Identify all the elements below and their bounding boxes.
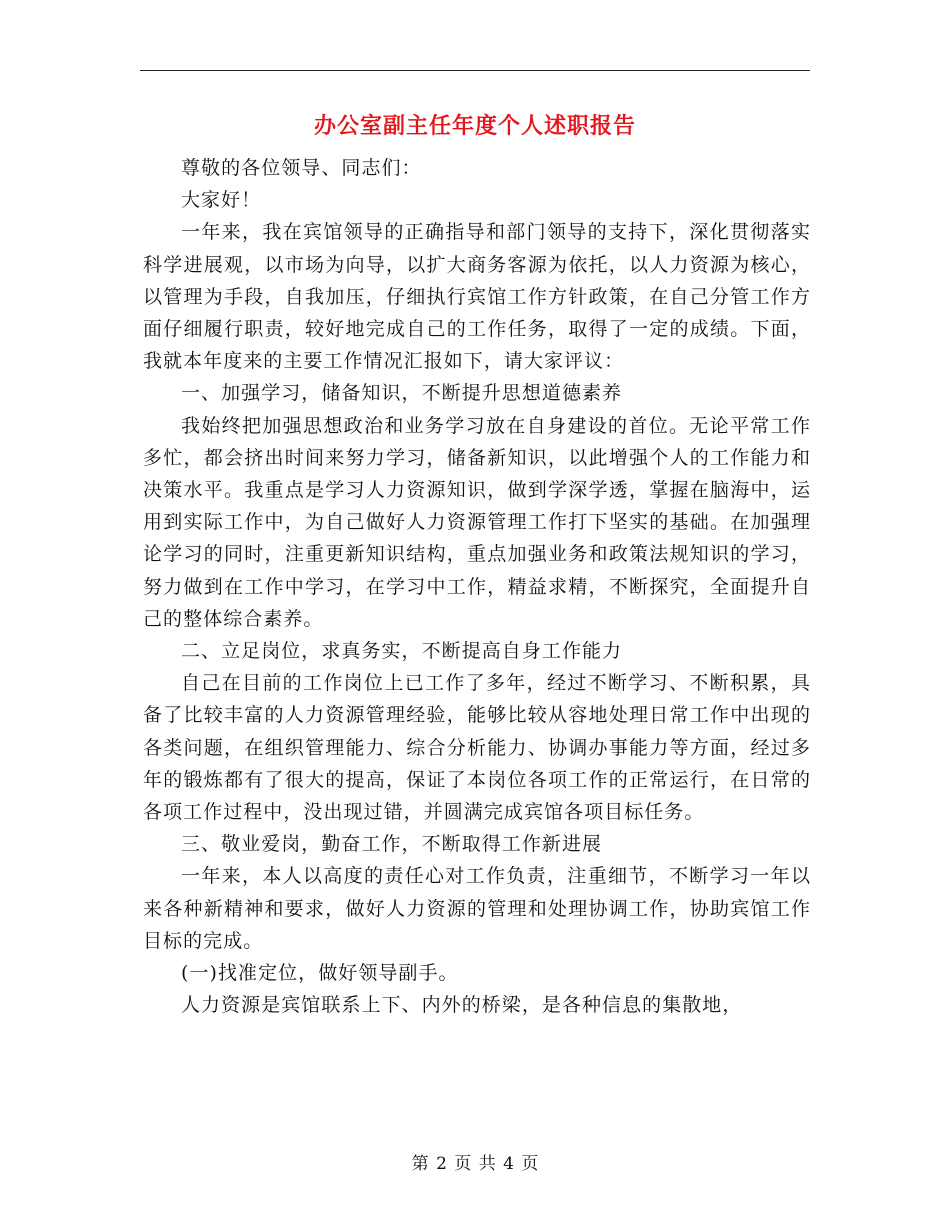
section-paragraph-1: 我始终把加强思想政治和业务学习放在自身建设的首位。无论平常工作多忙，都会挤出时间来努力学习，储备新知识，以此增强个人的工作能力和决策水平。我重点是学习人力资源知识，做到学深学透，掌握在脑海中，运用到实际工作中，为自己做好人力资源管理工作打下坚实的基础。在加强理论学习的同时，注重更新知识结构，重点加强业务和政策法规知识的学习，努力做到在工作中学习，在学习中工作，精益求精，不断探究，全面提升自己的整体综合素养。 <box>143 414 811 630</box>
greeting: 大家好！ <box>181 189 262 212</box>
salutation: 尊敬的各位领导、同志们： <box>181 157 422 179</box>
section-paragraph-2: 自己在目前的工作岗位上已工作了多年，经过不断学习、不断积累，具备了比较丰富的人力资源管理经验，能够比较从容地处理日常工作中出现的各类问题，在组织管理能力、综合分析能力、协调办事能力等方面，经过多年的锻炼都有了很大的提高，保证了本岗位各项工作的正常运行，在日常的各项工作过程中，没出现过错，并圆满完成宾馆各项目标任务。 <box>143 672 811 824</box>
section-paragraph-3: 一年来，本人以高度的责任心对工作负责，注重细节，不断学习一年以来各种新精神和要求，做好人力资源的管理和处理协调工作，协助宾馆工作目标的完成。 <box>143 865 811 952</box>
document-body <box>143 152 811 1021</box>
document-title: 办公室副主任年度个人述职报告 <box>313 113 636 139</box>
section-heading-3: 三、敬业爱岗，勤奋工作，不断取得工作新进展 <box>181 833 603 856</box>
header-rule <box>140 70 810 71</box>
section-heading-2: 二、立足岗位，求真务实，不断提高自身工作能力 <box>181 640 623 663</box>
subsection-heading-1: (一)找准定位，做好领导副手。 <box>181 962 459 985</box>
section-heading-1: 一、加强学习，储备知识，不断提升思想道德素养 <box>181 382 623 405</box>
page-footer: 第 2 页 共 4 页 <box>411 1154 539 1174</box>
intro-paragraph: 一年来，我在宾馆领导的正确指导和部门领导的支持下，深化贯彻落实科学进展观，以市场为向导，以扩大商务客源为依托，以人力资源为核心，以管理为手段，自我加压，仔细执行宾馆工作方针政策，在自己分管工作方面仔细履行职责，较好地完成自己的工作任务，取得了一定的成绩。下面，我就本年度来的主要工作情况汇报如下，请大家评议： <box>143 221 811 373</box>
subsection-paragraph-1: 人力资源是宾馆联系上下、内外的桥梁，是各种信息的集散地， <box>181 994 743 1017</box>
